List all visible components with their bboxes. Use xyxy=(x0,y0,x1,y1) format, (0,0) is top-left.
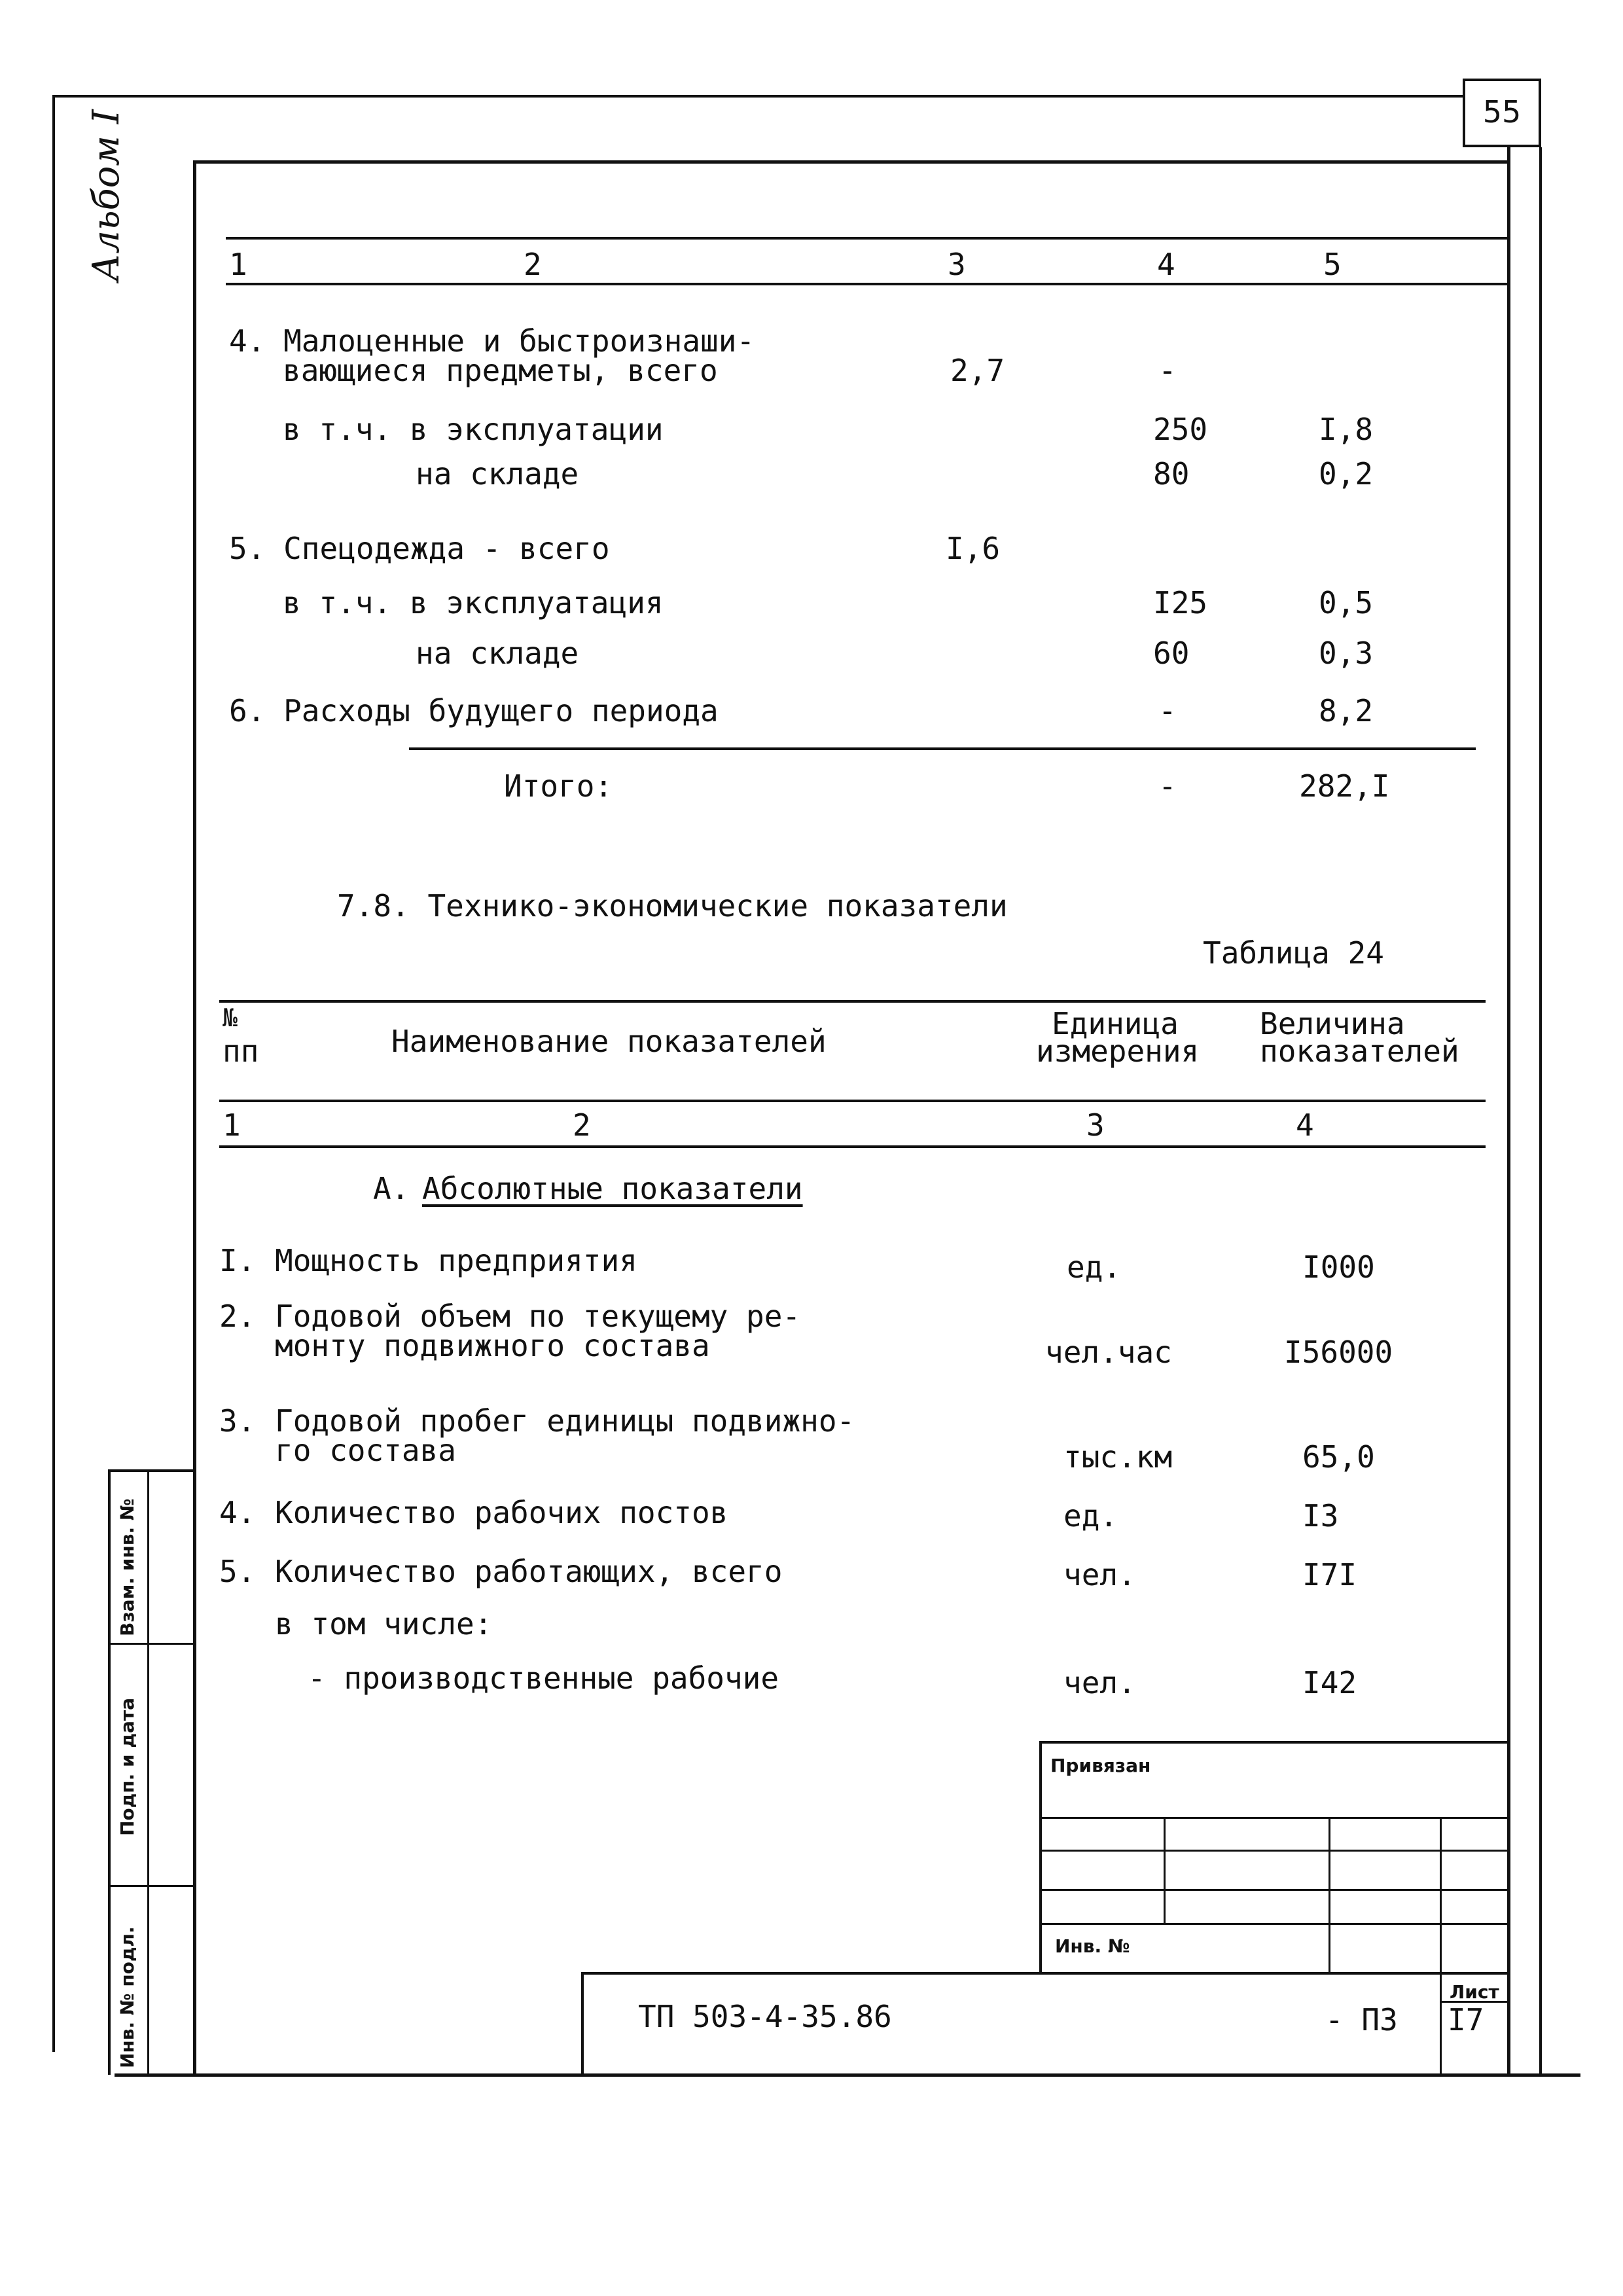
lower-colnum-2: 2 xyxy=(573,1107,591,1143)
inner-frame-bottom xyxy=(115,2073,1580,2077)
lower-row-2-name-2: монту подвижного состава xyxy=(275,1328,710,1363)
lower-row-2-unit: чел.час xyxy=(1045,1335,1172,1370)
upper-row-4b-label: на складе xyxy=(416,456,579,492)
upper-row-4-label-1: 4. Малоценные и быстроизнаши- xyxy=(229,323,755,359)
lower-row-5-sub-heading: в том числе: xyxy=(275,1606,493,1641)
upper-total-c5: 282,I xyxy=(1299,768,1390,804)
lower-row-3-unit: тыс.км xyxy=(1063,1439,1173,1475)
lower-row-1-value: I000 xyxy=(1302,1249,1375,1285)
upper-row-4b-c4: 80 xyxy=(1153,456,1190,492)
upper-row-4-label-2: вающиеся предметы, всего xyxy=(283,353,718,388)
lower-row-5a-unit: чел. xyxy=(1063,1665,1136,1700)
upper-total-rule xyxy=(409,747,1476,750)
lower-header-col1-a: № xyxy=(223,1003,238,1032)
page-number: 55 xyxy=(1482,94,1522,130)
upper-row-5-c3: I,6 xyxy=(946,531,1001,566)
inner-frame-right xyxy=(1507,147,1510,2075)
lower-row-3-value: 65,0 xyxy=(1302,1439,1375,1475)
margin-label-podp: Подп. и дата xyxy=(116,1697,138,1836)
upper-total-label: Итого: xyxy=(504,768,613,804)
stamp-grid-v1 xyxy=(1164,1817,1166,1923)
lower-colnum-3: 3 xyxy=(1086,1107,1105,1143)
stamp-doc-code: ТП 503-4-35.86 xyxy=(638,1999,892,2034)
lower-row-1-n: I. xyxy=(219,1243,256,1278)
album-note: Альбом I xyxy=(85,109,128,281)
lower-row-2-n: 2. xyxy=(219,1299,256,1334)
stamp-top-rule xyxy=(1039,1741,1510,1744)
lower-row-2-value: I56000 xyxy=(1284,1335,1393,1370)
stamp-doc-suffix: - ПЗ xyxy=(1325,2002,1398,2037)
table-caption: Таблица 24 xyxy=(1203,935,1384,971)
outer-frame-right xyxy=(1539,147,1542,2075)
lower-row-4-unit: ед. xyxy=(1063,1498,1118,1534)
lower-row-5-value: I7I xyxy=(1302,1557,1357,1592)
lower-header-col3-b: измерения xyxy=(1036,1033,1200,1069)
titleblock-left-rule xyxy=(581,1972,584,2075)
lower-colnum-1: 1 xyxy=(223,1107,241,1143)
upper-row-5b-label: на складе xyxy=(416,636,579,671)
lower-colnum-4: 4 xyxy=(1296,1107,1314,1143)
upper-row-4-c3: 2,7 xyxy=(950,353,1005,388)
lower-row-1-name: Мощность предприятия xyxy=(275,1243,637,1278)
lower-row-5a-value: I42 xyxy=(1302,1665,1357,1700)
lower-header-col2: Наименование показателей xyxy=(391,1024,827,1059)
stamp-grid-v2 xyxy=(1329,1817,1330,1974)
group-title: Абсолютные показатели xyxy=(422,1171,803,1206)
lower-row-3-name-1: Годовой пробег единицы подвижно- xyxy=(275,1403,855,1439)
lower-row-4-n: 4. xyxy=(219,1495,256,1530)
upper-header-col5: 5 xyxy=(1323,247,1342,282)
group-prefix: А. xyxy=(373,1171,410,1206)
inner-frame-left xyxy=(193,160,196,2075)
upper-row-5a-c5: 0,5 xyxy=(1319,585,1374,620)
upper-header-col3: 3 xyxy=(948,247,966,282)
lower-row-2-name-1: Годовой объем по текущему ре- xyxy=(275,1299,801,1334)
lower-table-header-rule xyxy=(219,1100,1486,1102)
margin-label-inv-podl: Инв. № подл. xyxy=(116,1926,138,2068)
upper-table-top-rule xyxy=(226,237,1508,240)
lower-table-colnum-rule xyxy=(219,1145,1486,1148)
inner-frame-top xyxy=(193,160,1508,164)
upper-total-c4: - xyxy=(1158,768,1177,804)
upper-row-5b-c4: 60 xyxy=(1153,636,1190,671)
lower-row-5-name: Количество работающих, всего xyxy=(275,1554,783,1589)
lower-header-col1-b: пп xyxy=(223,1033,259,1069)
stamp-sheet-number: I7 xyxy=(1448,2002,1484,2037)
stamp-inv-no: Инв. № xyxy=(1055,1935,1130,1957)
margin-block-divider xyxy=(147,1469,149,2075)
upper-row-6-label: 6. Расходы будущего периода xyxy=(229,693,719,728)
lower-row-3-n: 3. xyxy=(219,1403,256,1439)
margin-block-h1 xyxy=(108,1643,194,1645)
upper-row-6-c5: 8,2 xyxy=(1319,693,1374,728)
lower-row-5-n: 5. xyxy=(219,1554,256,1589)
section-title: 7.8. Технико-экономические показатели xyxy=(337,888,1008,924)
lower-table-top-rule xyxy=(219,1000,1486,1003)
margin-block-h2 xyxy=(108,1885,194,1887)
margin-block-top xyxy=(108,1469,194,1472)
stamp-grid-v3 xyxy=(1440,1817,1442,2075)
lower-header-col4-a: Величина xyxy=(1260,1006,1405,1041)
lower-row-5a-name: - производственные рабочие xyxy=(308,1660,779,1696)
upper-row-4a-label: в т.ч. в эксплуатации xyxy=(283,412,664,447)
lower-row-4-value: I3 xyxy=(1302,1498,1339,1534)
upper-table-header-rule xyxy=(226,283,1508,285)
outer-frame-top xyxy=(52,95,1465,98)
upper-header-col4: 4 xyxy=(1157,247,1175,282)
lower-row-5-unit: чел. xyxy=(1063,1557,1136,1592)
upper-row-5b-c5: 0,3 xyxy=(1319,636,1374,671)
lower-header-col4-b: показателей xyxy=(1260,1033,1459,1069)
upper-row-4a-c4: 250 xyxy=(1153,412,1208,447)
upper-row-6-c4: - xyxy=(1158,693,1177,728)
upper-row-4a-c5: I,8 xyxy=(1319,412,1374,447)
stamp-sheet-label: Лист xyxy=(1450,1981,1499,2003)
upper-row-5-label: 5. Спецодежда - всего xyxy=(229,531,610,566)
stamp-left-rule xyxy=(1039,1741,1042,1973)
outer-frame-left xyxy=(52,95,55,2052)
upper-row-5a-c4: I25 xyxy=(1153,585,1208,620)
stamp-privyazan: Привязан xyxy=(1050,1755,1151,1776)
upper-row-5a-label: в т.ч. в эксплуатация xyxy=(283,585,664,620)
titleblock-top-rule xyxy=(581,1972,1510,1975)
margin-label-vzam: Взам. инв. № xyxy=(116,1498,138,1636)
upper-header-col1: 1 xyxy=(229,247,247,282)
upper-header-col2: 2 xyxy=(524,247,542,282)
lower-row-3-name-2: го состава xyxy=(275,1433,456,1468)
lower-row-1-unit: ед. xyxy=(1067,1249,1122,1285)
margin-block-left xyxy=(108,1469,111,2075)
lower-row-4-name: Количество рабочих постов xyxy=(275,1495,728,1530)
upper-row-4b-c5: 0,2 xyxy=(1319,456,1374,492)
lower-header-col3-a: Единица xyxy=(1052,1006,1179,1041)
upper-row-4-c4: - xyxy=(1158,353,1177,388)
